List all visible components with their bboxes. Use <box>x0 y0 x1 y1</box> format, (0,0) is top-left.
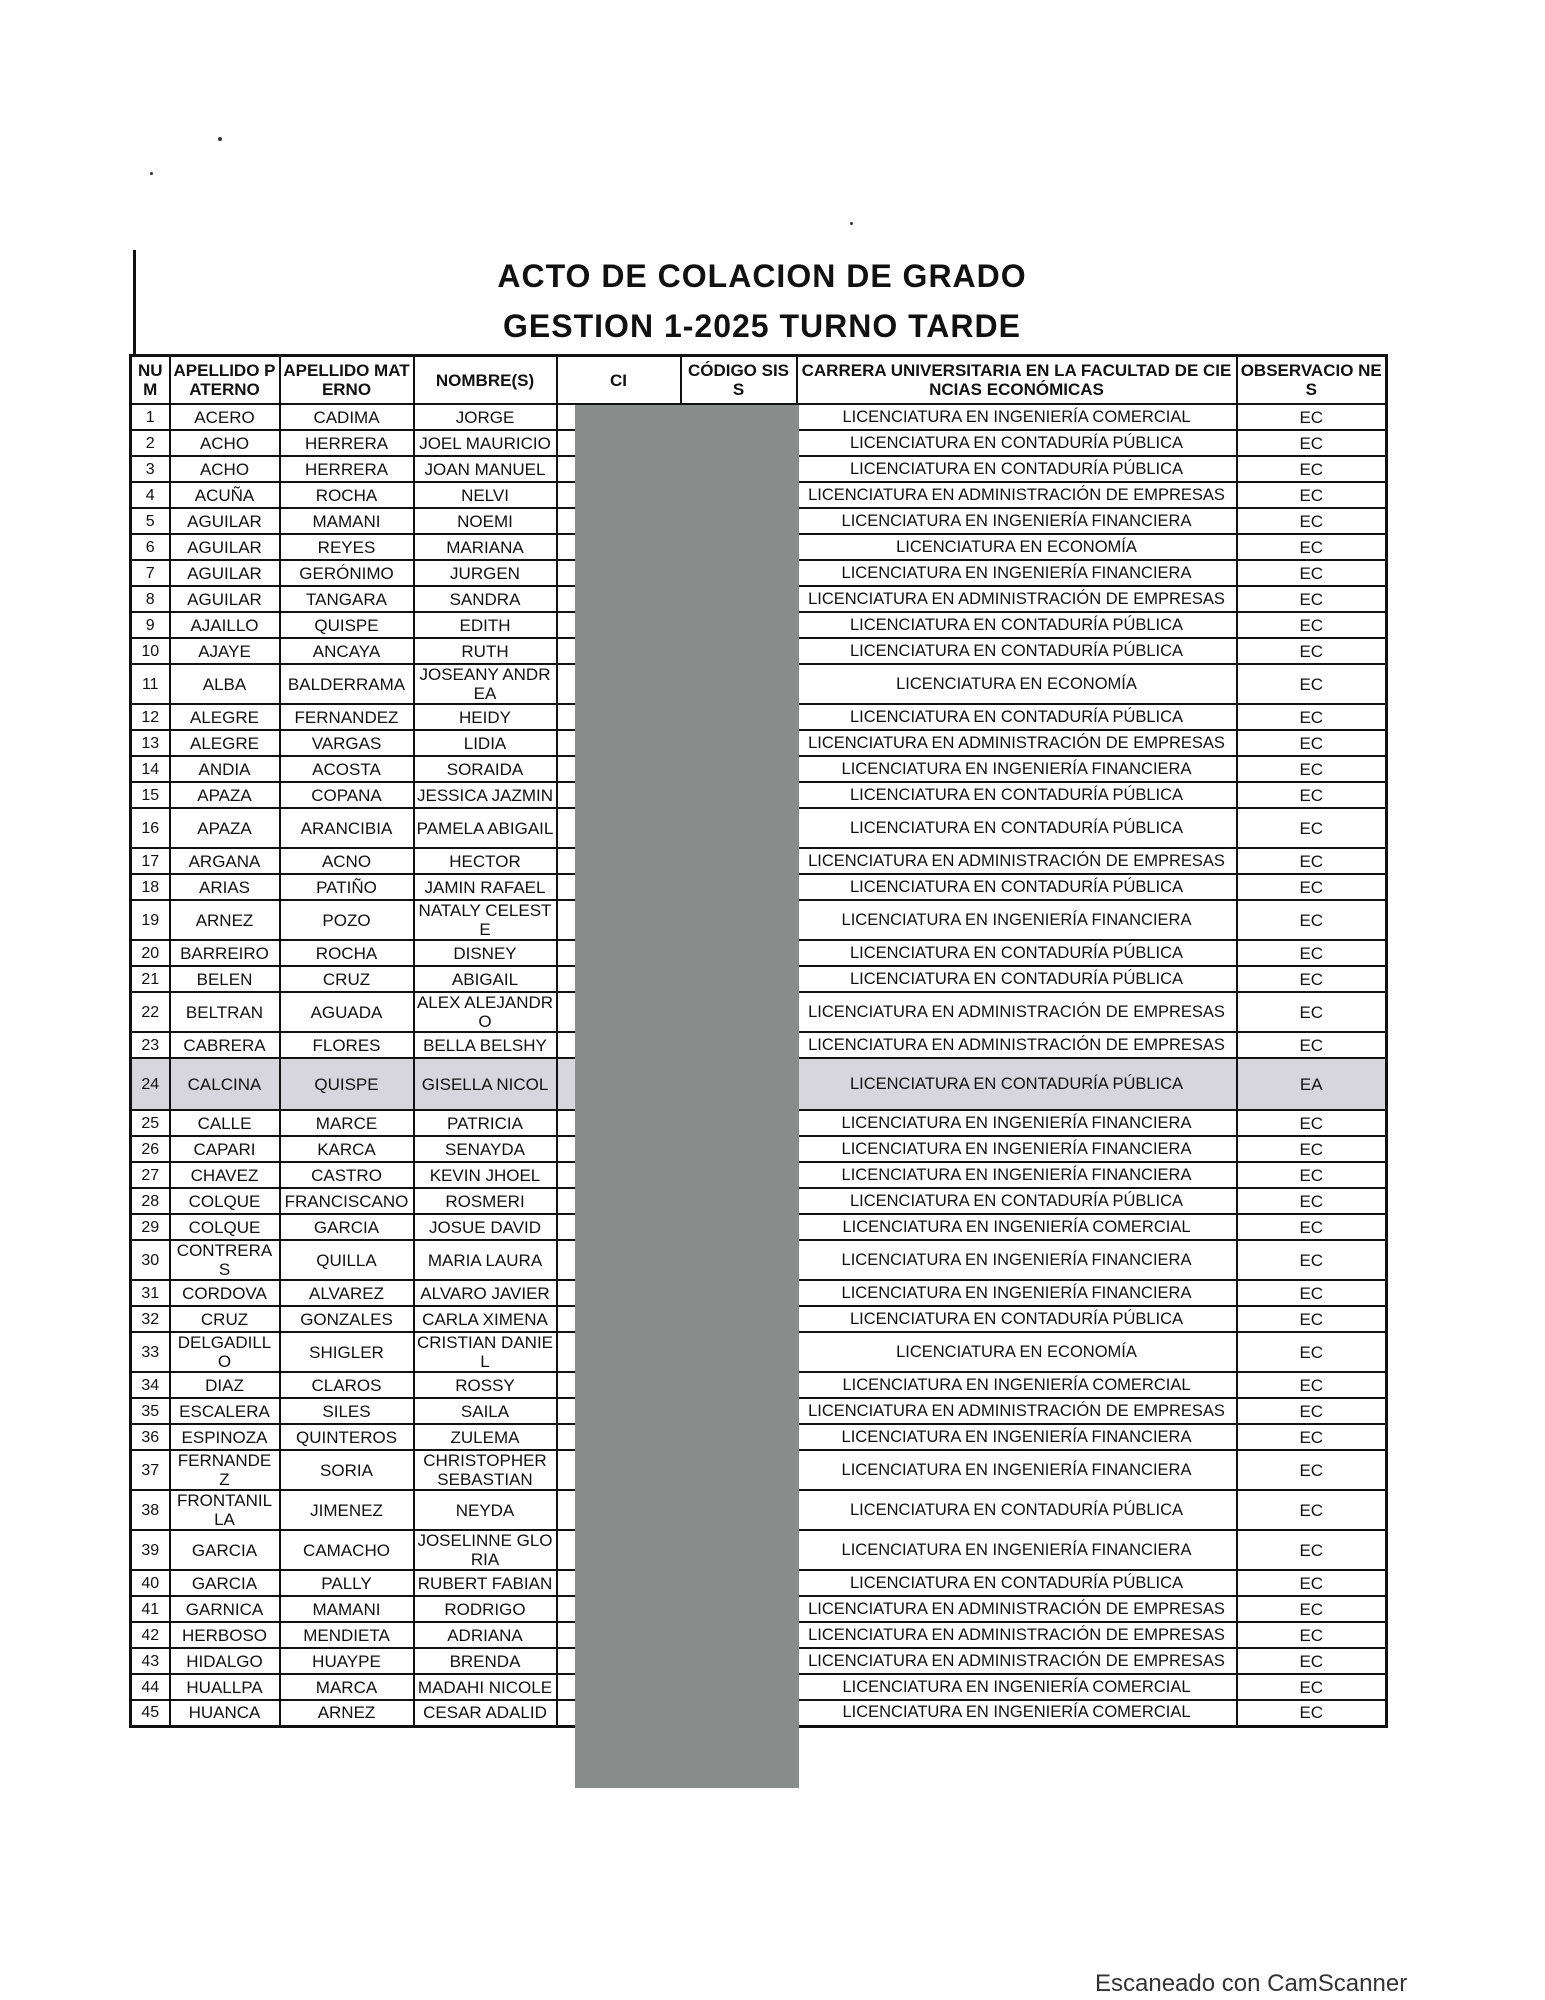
nombres-cell: SORAIDA <box>414 756 557 782</box>
apellido-materno-cell: SHIGLER <box>280 1332 414 1372</box>
observacion-cell: EC <box>1237 1280 1387 1306</box>
header-observaciones: OBSERVACIO NES <box>1237 356 1387 405</box>
apellido-paterno-cell: CORDOVA <box>170 1280 280 1306</box>
table-header-row <box>131 356 1387 405</box>
apellido-paterno-cell: ESCALERA <box>170 1398 280 1424</box>
apellido-materno-cell: CASTRO <box>280 1162 414 1188</box>
carrera-cell: LICENCIATURA EN CONTADURÍA PÚBLICA <box>797 782 1237 808</box>
apellido-paterno-cell: APAZA <box>170 808 280 848</box>
apellido-paterno-cell: BELTRAN <box>170 992 280 1032</box>
apellido-materno-cell: MENDIETA <box>280 1622 414 1648</box>
observacion-cell: EC <box>1237 508 1387 534</box>
carrera-cell: LICENCIATURA EN CONTADURÍA PÚBLICA <box>797 1490 1237 1530</box>
carrera-cell: LICENCIATURA EN INGENIERÍA FINANCIERA <box>797 1136 1237 1162</box>
nombres-cell: GISELLA NICOL <box>414 1058 557 1110</box>
carrera-cell: LICENCIATURA EN CONTADURÍA PÚBLICA <box>797 1188 1237 1214</box>
observacion-cell: EC <box>1237 900 1387 940</box>
apellido-materno-cell: GERÓNIMO <box>280 560 414 586</box>
apellido-paterno-cell: CABRERA <box>170 1032 280 1058</box>
row-num: 3 <box>131 456 170 482</box>
apellido-paterno-cell: BARREIRO <box>170 940 280 966</box>
apellido-paterno-cell: ACERO <box>170 404 280 430</box>
carrera-cell: LICENCIATURA EN ADMINISTRACIÓN DE EMPRESAS <box>797 848 1237 874</box>
nombres-cell: ROSSY <box>414 1372 557 1398</box>
observacion-cell: EC <box>1237 1622 1387 1648</box>
nombres-cell: NOEMI <box>414 508 557 534</box>
apellido-paterno-cell: HUANCA <box>170 1700 280 1726</box>
observacion-cell: EC <box>1237 1136 1387 1162</box>
apellido-materno-cell: MARCA <box>280 1674 414 1700</box>
carrera-cell: LICENCIATURA EN INGENIERÍA FINANCIERA <box>797 1110 1237 1136</box>
row-num: 35 <box>131 1398 170 1424</box>
observacion-cell: EC <box>1237 1398 1387 1424</box>
header-num: NU M <box>131 356 170 405</box>
nombres-cell: RODRIGO <box>414 1596 557 1622</box>
apellido-paterno-cell: CONTRERA S <box>170 1240 280 1280</box>
nombres-cell: JORGE <box>414 404 557 430</box>
apellido-materno-cell: KARCA <box>280 1136 414 1162</box>
observacion-cell: EC <box>1237 966 1387 992</box>
nombres-cell: RUTH <box>414 638 557 664</box>
observacion-cell: EC <box>1237 664 1387 704</box>
observacion-cell: EC <box>1237 1530 1387 1570</box>
carrera-cell: LICENCIATURA EN INGENIERÍA FINANCIERA <box>797 1240 1237 1280</box>
apellido-materno-cell: VARGAS <box>280 730 414 756</box>
apellido-materno-cell: ARANCIBIA <box>280 808 414 848</box>
nombres-cell: CHRISTOPHER SEBASTIAN <box>414 1450 557 1490</box>
nombres-cell: KEVIN JHOEL <box>414 1162 557 1188</box>
row-num: 25 <box>131 1110 170 1136</box>
apellido-paterno-cell: ACHO <box>170 430 280 456</box>
row-num: 18 <box>131 874 170 900</box>
apellido-paterno-cell: ACUÑA <box>170 482 280 508</box>
carrera-cell: LICENCIATURA EN CONTADURÍA PÚBLICA <box>797 874 1237 900</box>
observacion-cell: EC <box>1237 1674 1387 1700</box>
carrera-cell: LICENCIATURA EN INGENIERÍA COMERCIAL <box>797 1372 1237 1398</box>
nombres-cell: CRISTIAN DANIEL <box>414 1332 557 1372</box>
apellido-paterno-cell: ESPINOZA <box>170 1424 280 1450</box>
row-num: 5 <box>131 508 170 534</box>
scan-speck <box>150 172 153 175</box>
row-num: 8 <box>131 586 170 612</box>
apellido-materno-cell: CRUZ <box>280 966 414 992</box>
nombres-cell: LIDIA <box>414 730 557 756</box>
observacion-cell: EC <box>1237 704 1387 730</box>
row-num: 27 <box>131 1162 170 1188</box>
row-num: 13 <box>131 730 170 756</box>
apellido-materno-cell: QUISPE <box>280 1058 414 1110</box>
apellido-paterno-cell: ARNEZ <box>170 900 280 940</box>
nombres-cell: ABIGAIL <box>414 966 557 992</box>
row-num: 11 <box>131 664 170 704</box>
apellido-materno-cell: JIMENEZ <box>280 1490 414 1530</box>
row-num: 23 <box>131 1032 170 1058</box>
carrera-cell: LICENCIATURA EN ADMINISTRACIÓN DE EMPRESAS <box>797 1398 1237 1424</box>
apellido-paterno-cell: AJAILLO <box>170 612 280 638</box>
row-num: 41 <box>131 1596 170 1622</box>
apellido-materno-cell: CADIMA <box>280 404 414 430</box>
row-num: 10 <box>131 638 170 664</box>
row-num: 38 <box>131 1490 170 1530</box>
apellido-paterno-cell: ACHO <box>170 456 280 482</box>
carrera-cell: LICENCIATURA EN CONTADURÍA PÚBLICA <box>797 1058 1237 1110</box>
apellido-materno-cell: CAMACHO <box>280 1530 414 1570</box>
carrera-cell: LICENCIATURA EN CONTADURÍA PÚBLICA <box>797 638 1237 664</box>
apellido-paterno-cell: CAPARI <box>170 1136 280 1162</box>
apellido-materno-cell: ROCHA <box>280 482 414 508</box>
row-num: 42 <box>131 1622 170 1648</box>
nombres-cell: EDITH <box>414 612 557 638</box>
row-num: 6 <box>131 534 170 560</box>
observacion-cell: EC <box>1237 1490 1387 1530</box>
apellido-paterno-cell: AJAYE <box>170 638 280 664</box>
observacion-cell: EC <box>1237 534 1387 560</box>
row-num: 15 <box>131 782 170 808</box>
apellido-materno-cell: AGUADA <box>280 992 414 1032</box>
nombres-cell: ADRIANA <box>414 1622 557 1648</box>
row-num: 17 <box>131 848 170 874</box>
carrera-cell: LICENCIATURA EN CONTADURÍA PÚBLICA <box>797 966 1237 992</box>
apellido-paterno-cell: COLQUE <box>170 1188 280 1214</box>
header-carrera: CARRERA UNIVERSITARIA EN LA FACULTAD DE CIENCIAS ECONÓMICAS <box>797 356 1237 405</box>
observacion-cell: EC <box>1237 638 1387 664</box>
row-num: 14 <box>131 756 170 782</box>
document-title <box>133 250 1388 354</box>
apellido-materno-cell: HUAYPE <box>280 1648 414 1674</box>
apellido-paterno-cell: ARIAS <box>170 874 280 900</box>
apellido-paterno-cell: HUALLPA <box>170 1674 280 1700</box>
carrera-cell: LICENCIATURA EN INGENIERÍA COMERCIAL <box>797 1700 1237 1726</box>
apellido-materno-cell: MARCE <box>280 1110 414 1136</box>
row-num: 43 <box>131 1648 170 1674</box>
observacion-cell: EC <box>1237 940 1387 966</box>
nombres-cell: JOEL MAURICIO <box>414 430 557 456</box>
observacion-cell: EC <box>1237 756 1387 782</box>
apellido-paterno-cell: APAZA <box>170 782 280 808</box>
row-num: 19 <box>131 900 170 940</box>
observacion-cell: EC <box>1237 1188 1387 1214</box>
carrera-cell: LICENCIATURA EN ADMINISTRACIÓN DE EMPRESAS <box>797 1622 1237 1648</box>
carrera-cell: LICENCIATURA EN CONTADURÍA PÚBLICA <box>797 612 1237 638</box>
title-line-1: ACTO DE COLACION DE GRADO <box>497 258 1027 294</box>
row-num: 34 <box>131 1372 170 1398</box>
nombres-cell: SENAYDA <box>414 1136 557 1162</box>
apellido-materno-cell: SORIA <box>280 1450 414 1490</box>
redaction-block <box>575 405 799 1788</box>
nombres-cell: JOSEANY ANDREA <box>414 664 557 704</box>
nombres-cell: RUBERT FABIAN <box>414 1570 557 1596</box>
nombres-cell: PATRICIA <box>414 1110 557 1136</box>
nombres-cell: NEYDA <box>414 1490 557 1530</box>
apellido-paterno-cell: BELEN <box>170 966 280 992</box>
row-num: 4 <box>131 482 170 508</box>
row-num: 24 <box>131 1058 170 1110</box>
apellido-paterno-cell: HERBOSO <box>170 1622 280 1648</box>
observacion-cell: EC <box>1237 848 1387 874</box>
apellido-materno-cell: ANCAYA <box>280 638 414 664</box>
observacion-cell: EC <box>1237 808 1387 848</box>
apellido-materno-cell: FRANCISCANO <box>280 1188 414 1214</box>
apellido-materno-cell: QUILLA <box>280 1240 414 1280</box>
apellido-materno-cell: REYES <box>280 534 414 560</box>
observacion-cell: EC <box>1237 1700 1387 1726</box>
observacion-cell: EC <box>1237 1032 1387 1058</box>
observacion-cell: EC <box>1237 1596 1387 1622</box>
nombres-cell: MADAHI NICOLE <box>414 1674 557 1700</box>
apellido-materno-cell: BALDERRAMA <box>280 664 414 704</box>
row-num: 33 <box>131 1332 170 1372</box>
nombres-cell: ALEX ALEJANDRO <box>414 992 557 1032</box>
carrera-cell: LICENCIATURA EN CONTADURÍA PÚBLICA <box>797 704 1237 730</box>
apellido-materno-cell: PALLY <box>280 1570 414 1596</box>
carrera-cell: LICENCIATURA EN CONTADURÍA PÚBLICA <box>797 456 1237 482</box>
apellido-materno-cell: SILES <box>280 1398 414 1424</box>
apellido-paterno-cell: FERNANDE Z <box>170 1450 280 1490</box>
row-num: 37 <box>131 1450 170 1490</box>
apellido-materno-cell: FERNANDEZ <box>280 704 414 730</box>
observacion-cell: EC <box>1237 612 1387 638</box>
carrera-cell: LICENCIATURA EN ECONOMÍA <box>797 534 1237 560</box>
apellido-paterno-cell: DELGADILL O <box>170 1332 280 1372</box>
nombres-cell: HECTOR <box>414 848 557 874</box>
carrera-cell: LICENCIATURA EN INGENIERÍA COMERCIAL <box>797 1214 1237 1240</box>
carrera-cell: LICENCIATURA EN CONTADURÍA PÚBLICA <box>797 1570 1237 1596</box>
carrera-cell: LICENCIATURA EN ADMINISTRACIÓN DE EMPRESAS <box>797 1596 1237 1622</box>
row-num: 31 <box>131 1280 170 1306</box>
apellido-materno-cell: TANGARA <box>280 586 414 612</box>
nombres-cell: JURGEN <box>414 560 557 586</box>
header-apellido-paterno: APELLIDO PATERNO <box>170 356 280 405</box>
nombres-cell: JAMIN RAFAEL <box>414 874 557 900</box>
observacion-cell: EC <box>1237 782 1387 808</box>
apellido-paterno-cell: HIDALGO <box>170 1648 280 1674</box>
apellido-materno-cell: MAMANI <box>280 1596 414 1622</box>
header-ci: CI <box>557 356 681 405</box>
apellido-materno-cell: ALVAREZ <box>280 1280 414 1306</box>
apellido-paterno-cell: GARNICA <box>170 1596 280 1622</box>
row-num: 1 <box>131 404 170 430</box>
apellido-materno-cell: HERRERA <box>280 456 414 482</box>
carrera-cell: LICENCIATURA EN INGENIERÍA FINANCIERA <box>797 508 1237 534</box>
apellido-paterno-cell: CALLE <box>170 1110 280 1136</box>
carrera-cell: LICENCIATURA EN ADMINISTRACIÓN DE EMPRESAS <box>797 586 1237 612</box>
apellido-materno-cell: POZO <box>280 900 414 940</box>
carrera-cell: LICENCIATURA EN CONTADURÍA PÚBLICA <box>797 430 1237 456</box>
observacion-cell: EC <box>1237 560 1387 586</box>
apellido-materno-cell: QUISPE <box>280 612 414 638</box>
nombres-cell: NATALY CELESTE <box>414 900 557 940</box>
apellido-paterno-cell: AGUILAR <box>170 534 280 560</box>
row-num: 16 <box>131 808 170 848</box>
apellido-materno-cell: FLORES <box>280 1032 414 1058</box>
header-apellido-materno: APELLIDO MATERNO <box>280 356 414 405</box>
apellido-materno-cell: ACOSTA <box>280 756 414 782</box>
row-num: 22 <box>131 992 170 1032</box>
apellido-materno-cell: QUINTEROS <box>280 1424 414 1450</box>
carrera-cell: LICENCIATURA EN CONTADURÍA PÚBLICA <box>797 940 1237 966</box>
apellido-materno-cell: ACNO <box>280 848 414 874</box>
carrera-cell: LICENCIATURA EN INGENIERÍA COMERCIAL <box>797 1674 1237 1700</box>
observacion-cell: EC <box>1237 1648 1387 1674</box>
observacion-cell: EC <box>1237 1162 1387 1188</box>
row-num: 45 <box>131 1700 170 1726</box>
apellido-materno-cell: ROCHA <box>280 940 414 966</box>
observacion-cell: EC <box>1237 1214 1387 1240</box>
carrera-cell: LICENCIATURA EN ECONOMÍA <box>797 1332 1237 1372</box>
carrera-cell: LICENCIATURA EN INGENIERÍA FINANCIERA <box>797 900 1237 940</box>
observacion-cell: EC <box>1237 456 1387 482</box>
nombres-cell: JOSELINNE GLORIA <box>414 1530 557 1570</box>
row-num: 40 <box>131 1570 170 1596</box>
apellido-materno-cell: GONZALES <box>280 1306 414 1332</box>
apellido-paterno-cell: CALCINA <box>170 1058 280 1110</box>
carrera-cell: LICENCIATURA EN ECONOMÍA <box>797 664 1237 704</box>
apellido-paterno-cell: ANDIA <box>170 756 280 782</box>
nombres-cell: ZULEMA <box>414 1424 557 1450</box>
row-num: 7 <box>131 560 170 586</box>
nombres-cell: MARIA LAURA <box>414 1240 557 1280</box>
observacion-cell: EC <box>1237 730 1387 756</box>
apellido-paterno-cell: AGUILAR <box>170 586 280 612</box>
carrera-cell: LICENCIATURA EN INGENIERÍA FINANCIERA <box>797 756 1237 782</box>
nombres-cell: JESSICA JAZMIN <box>414 782 557 808</box>
carrera-cell: LICENCIATURA EN INGENIERÍA FINANCIERA <box>797 1450 1237 1490</box>
observacion-cell: EC <box>1237 1570 1387 1596</box>
nombres-cell: PAMELA ABIGAIL <box>414 808 557 848</box>
observacion-cell: EC <box>1237 992 1387 1032</box>
scan-speck <box>850 222 853 225</box>
carrera-cell: LICENCIATURA EN CONTADURÍA PÚBLICA <box>797 1306 1237 1332</box>
apellido-paterno-cell: ALEGRE <box>170 730 280 756</box>
apellido-materno-cell: CLAROS <box>280 1372 414 1398</box>
observacion-cell: EC <box>1237 482 1387 508</box>
row-num: 21 <box>131 966 170 992</box>
nombres-cell: CARLA XIMENA <box>414 1306 557 1332</box>
observacion-cell: EC <box>1237 874 1387 900</box>
nombres-cell: MARIANA <box>414 534 557 560</box>
apellido-materno-cell: COPANA <box>280 782 414 808</box>
carrera-cell: LICENCIATURA EN ADMINISTRACIÓN DE EMPRESAS <box>797 992 1237 1032</box>
apellido-paterno-cell: GARCIA <box>170 1570 280 1596</box>
scan-speck <box>218 137 222 141</box>
row-num: 2 <box>131 430 170 456</box>
row-num: 12 <box>131 704 170 730</box>
carrera-cell: LICENCIATURA EN CONTADURÍA PÚBLICA <box>797 808 1237 848</box>
carrera-cell: LICENCIATURA EN ADMINISTRACIÓN DE EMPRESAS <box>797 482 1237 508</box>
carrera-cell: LICENCIATURA EN INGENIERÍA COMERCIAL <box>797 404 1237 430</box>
observacion-cell: EC <box>1237 430 1387 456</box>
apellido-paterno-cell: CHAVEZ <box>170 1162 280 1188</box>
apellido-materno-cell: HERRERA <box>280 430 414 456</box>
nombres-cell: HEIDY <box>414 704 557 730</box>
row-num: 30 <box>131 1240 170 1280</box>
carrera-cell: LICENCIATURA EN INGENIERÍA FINANCIERA <box>797 560 1237 586</box>
apellido-paterno-cell: ALEGRE <box>170 704 280 730</box>
carrera-cell: LICENCIATURA EN INGENIERÍA FINANCIERA <box>797 1530 1237 1570</box>
scanner-watermark: Escaneado con CamScanner <box>1095 1970 1408 1997</box>
observacion-cell: EC <box>1237 1240 1387 1280</box>
observacion-cell: EC <box>1237 1424 1387 1450</box>
nombres-cell: NELVI <box>414 482 557 508</box>
observacion-cell: EC <box>1237 1372 1387 1398</box>
row-num: 9 <box>131 612 170 638</box>
carrera-cell: LICENCIATURA EN INGENIERÍA FINANCIERA <box>797 1162 1237 1188</box>
apellido-materno-cell: MAMANI <box>280 508 414 534</box>
nombres-cell: JOAN MANUEL <box>414 456 557 482</box>
apellido-materno-cell: GARCIA <box>280 1214 414 1240</box>
nombres-cell: SANDRA <box>414 586 557 612</box>
nombres-cell: JOSUE DAVID <box>414 1214 557 1240</box>
observacion-cell: EA <box>1237 1058 1387 1110</box>
row-num: 44 <box>131 1674 170 1700</box>
apellido-paterno-cell: ARGANA <box>170 848 280 874</box>
row-num: 39 <box>131 1530 170 1570</box>
apellido-paterno-cell: FRONTANIL LA <box>170 1490 280 1530</box>
carrera-cell: LICENCIATURA EN ADMINISTRACIÓN DE EMPRESAS <box>797 1032 1237 1058</box>
observacion-cell: EC <box>1237 404 1387 430</box>
header-nombres: NOMBRE(S) <box>414 356 557 405</box>
row-num: 29 <box>131 1214 170 1240</box>
carrera-cell: LICENCIATURA EN INGENIERÍA FINANCIERA <box>797 1424 1237 1450</box>
nombres-cell: DISNEY <box>414 940 557 966</box>
apellido-materno-cell: ARNEZ <box>280 1700 414 1726</box>
row-num: 36 <box>131 1424 170 1450</box>
nombres-cell: BELLA BELSHY <box>414 1032 557 1058</box>
nombres-cell: CESAR ADALID <box>414 1700 557 1726</box>
nombres-cell: SAILA <box>414 1398 557 1424</box>
apellido-paterno-cell: DIAZ <box>170 1372 280 1398</box>
row-num: 28 <box>131 1188 170 1214</box>
header-codigo-siss: CÓDIGO SISS <box>681 356 797 405</box>
carrera-cell: LICENCIATURA EN ADMINISTRACIÓN DE EMPRESAS <box>797 1648 1237 1674</box>
title-line-2: GESTION 1-2025 TURNO TARDE <box>503 308 1021 344</box>
carrera-cell: LICENCIATURA EN ADMINISTRACIÓN DE EMPRESAS <box>797 730 1237 756</box>
carrera-cell: LICENCIATURA EN INGENIERÍA FINANCIERA <box>797 1280 1237 1306</box>
apellido-paterno-cell: ALBA <box>170 664 280 704</box>
observacion-cell: EC <box>1237 1450 1387 1490</box>
row-num: 20 <box>131 940 170 966</box>
row-num: 32 <box>131 1306 170 1332</box>
apellido-materno-cell: PATIÑO <box>280 874 414 900</box>
observacion-cell: EC <box>1237 1306 1387 1332</box>
apellido-paterno-cell: AGUILAR <box>170 560 280 586</box>
nombres-cell: ROSMERI <box>414 1188 557 1214</box>
observacion-cell: EC <box>1237 586 1387 612</box>
apellido-paterno-cell: CRUZ <box>170 1306 280 1332</box>
row-num: 26 <box>131 1136 170 1162</box>
nombres-cell: BRENDA <box>414 1648 557 1674</box>
apellido-paterno-cell: AGUILAR <box>170 508 280 534</box>
observacion-cell: EC <box>1237 1332 1387 1372</box>
apellido-paterno-cell: GARCIA <box>170 1530 280 1570</box>
nombres-cell: ALVARO JAVIER <box>414 1280 557 1306</box>
observacion-cell: EC <box>1237 1110 1387 1136</box>
apellido-paterno-cell: COLQUE <box>170 1214 280 1240</box>
